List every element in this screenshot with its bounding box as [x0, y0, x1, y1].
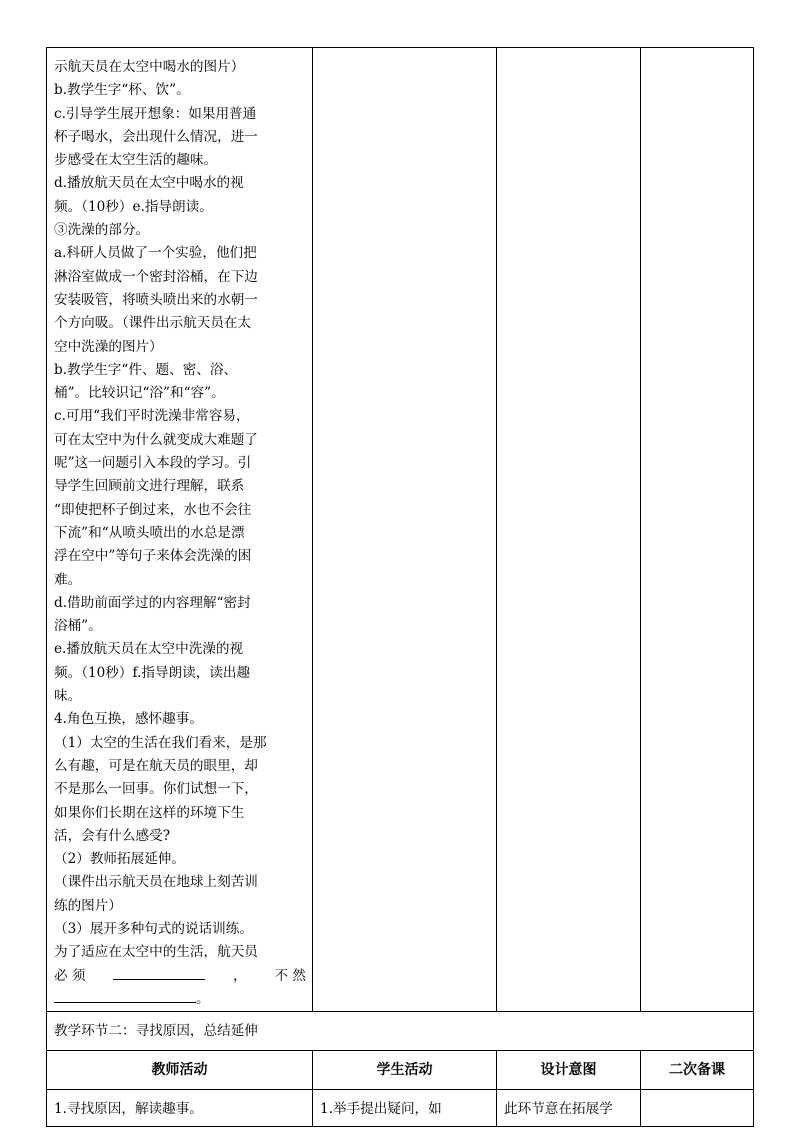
- blank-line-1: [113, 965, 205, 980]
- fill-text-comma: ，: [233, 967, 247, 984]
- text-line: 导学生回顾前文进行理解，联系: [54, 478, 245, 495]
- text-line: 练的图片）: [54, 897, 122, 914]
- text-line: （1）太空的生活在我们看来，是那: [54, 734, 267, 751]
- text-line: 下流”和“从喷头喷出的水总是漂: [54, 524, 245, 541]
- text-line: 不是那么一回事。你们试想一下，: [54, 781, 258, 798]
- text-line: 4.角色互换，感怀趣事。: [54, 711, 203, 728]
- table-row: [47, 1090, 754, 1127]
- text-line: “即使把杯子倒过来，水也不会往: [54, 501, 252, 518]
- text-line: 可在太空中为什么就变成大难题了: [54, 431, 258, 448]
- design-intent-cell: [497, 48, 641, 1012]
- header-design-intent: 设计意图: [497, 1051, 641, 1090]
- teacher-activity-cell: [47, 48, 313, 1012]
- header-second-prep: 二次备课: [641, 1051, 754, 1090]
- fill-text-must: 必 须: [54, 967, 86, 984]
- teacher-activity-cell: [47, 1090, 313, 1127]
- text-line: d.播放航天员在太空中喝水的视: [54, 175, 244, 192]
- second-prep-text: [641, 1090, 753, 1099]
- text-line: （3）展开多种句式的说话训练。: [54, 920, 253, 937]
- table-row: [47, 48, 754, 1012]
- text-line: a.科研人员做了一个实验，他们把: [54, 245, 257, 262]
- text-line: （课件出示航天员在地球上刻苦训: [54, 874, 258, 891]
- text-line: 频。（10秒）f.指导朗读，读出趣: [54, 664, 251, 681]
- text-line: 呢”这一问题引入本段的学习。引: [54, 455, 252, 472]
- student-activity-cell: [313, 48, 497, 1012]
- text-line: b.教学生字“件、题、密、浴、: [54, 361, 238, 378]
- text-line: （2）教师拓展延伸。: [54, 851, 185, 868]
- text-line: 味。: [54, 688, 82, 705]
- fill-text-otherwise: 不 然: [274, 967, 306, 984]
- section-title-cell: [47, 1012, 754, 1051]
- text-line: e.播放航天员在太空中洗澡的视: [54, 641, 244, 658]
- text-line: 个方向吸。（课件出示航天员在太: [54, 315, 252, 332]
- fill-in-blank-line: [54, 965, 306, 988]
- student-activity-cell: [313, 1090, 497, 1127]
- text-line: 示航天员在太空中喝水的图片）: [54, 59, 245, 75]
- text-line: 杯子喝水，会出现什么情况，进一: [54, 128, 258, 145]
- fill-in-blank-line-2: [54, 988, 306, 1011]
- student-activity-text: 1.举手提出疑问，如: [320, 1101, 442, 1118]
- header-student-activity: 学生活动: [313, 1051, 497, 1090]
- text-line: 难。: [54, 571, 82, 588]
- text-line: 么有趣，可是在航天员的眼里，却: [54, 757, 258, 774]
- design-intent-text: 此环节意在拓展学: [504, 1101, 613, 1118]
- text-line: 如果你们长期在这样的环境下生: [54, 804, 245, 821]
- blank-line-2: [54, 988, 196, 1003]
- text-line: b.教学生字“杯、饮”。: [54, 82, 190, 99]
- text-line: 活，会有什么感受?: [54, 827, 171, 844]
- lesson-plan-table: [46, 47, 754, 1127]
- header-row: [47, 1051, 754, 1090]
- text-line: 空中洗澡的图片）: [54, 338, 163, 355]
- text-line: c.可用“我们平时洗澡非常容易，: [54, 408, 250, 425]
- teacher-activity-text: 1.寻找原因，解读趣事。: [54, 1101, 203, 1118]
- section-title: 教学环节二：寻找原因，总结延伸: [54, 1023, 258, 1040]
- text-line: 步感受在太空生活的趣味。: [54, 152, 218, 169]
- text-line: ③洗澡的部分。: [54, 222, 150, 239]
- teacher-activity-text: [47, 48, 312, 1011]
- text-line: 安装吸管，将喷头喷出来的水朝一: [54, 291, 258, 308]
- text-line: 为了适应在太空中的生活，航天员: [54, 944, 258, 961]
- fill-text-period: 。: [196, 990, 210, 1007]
- table-row: [47, 1012, 754, 1051]
- second-prep-cell: [641, 48, 754, 1012]
- header-teacher-activity: 教师活动: [47, 1051, 313, 1090]
- text-line: 频。（10秒）e.指导朗读。: [54, 198, 213, 215]
- design-intent-cell: [497, 1090, 641, 1127]
- second-prep-cell: [641, 1090, 754, 1127]
- text-line: c.引导学生展开想象：如果用普通: [54, 105, 257, 122]
- text-line: d.借助前面学过的内容理解“密封: [54, 594, 251, 611]
- text-line: 浮在空中”等句子来体会洗澡的困: [54, 548, 252, 565]
- text-line: 淋浴室做成一个密封浴桶，在下边: [54, 268, 258, 285]
- text-line: 浴桶”。: [54, 618, 102, 635]
- text-line: 桶”。比较识记“浴”和“容”。: [54, 385, 225, 402]
